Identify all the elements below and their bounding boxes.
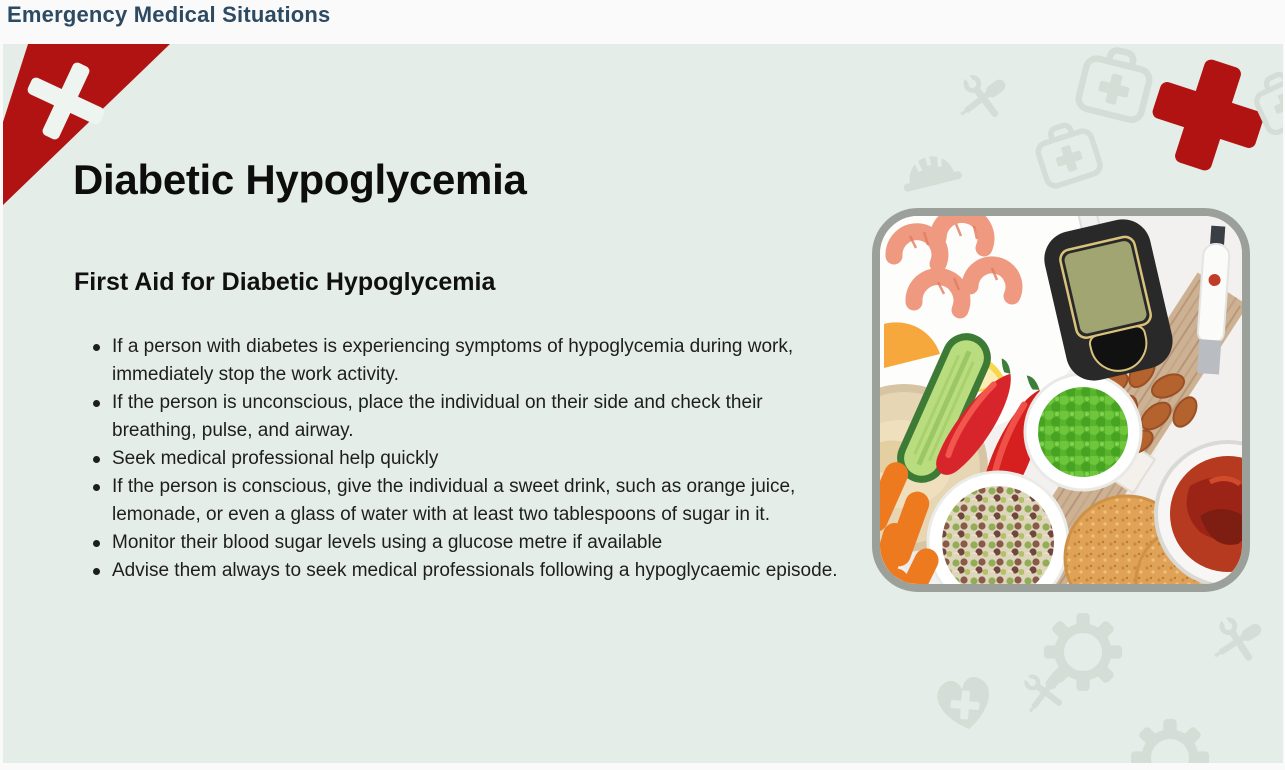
pencil-wrench-icon	[1015, 662, 1076, 723]
screwdriver-wrench-icon	[1202, 605, 1273, 676]
heart-cross-icon	[923, 663, 1006, 746]
food-photo-illustration	[880, 216, 1242, 584]
first-aid-list	[91, 333, 839, 585]
gear-icon	[1130, 718, 1210, 763]
screwdriver-wrench-icon	[949, 64, 1017, 132]
first-aid-bullet: Monitor their blood sugar levels using a glucose metre if available	[91, 529, 839, 557]
slide-subtitle: First Aid for Diabetic Hypoglycemia	[74, 268, 496, 296]
first-aid-bullet: If the person is unconscious, place the individual on their side and check their breathing, pulse, and airway.	[91, 389, 839, 445]
hard-hat-icon	[890, 130, 970, 210]
first-aid-bullet: If the person is conscious, give the individual a sweet drink, such as orange juice, lemonade, or even a glass of water with at least two tablespoons of sugar in it.	[91, 473, 839, 529]
first-aid-bullet: If a person with diabetes is experiencing symptoms of hypoglycemia during work, immediately stop the work activity.	[91, 333, 839, 389]
slide-diabetic-hypoglycemia	[3, 44, 1283, 763]
page-title: Emergency Medical Situations	[7, 2, 331, 27]
food-photo	[872, 208, 1250, 592]
page-header	[0, 0, 1285, 44]
slide-title: Diabetic Hypoglycemia	[73, 156, 527, 203]
first-aid-bullet: Seek medical professional help quickly	[91, 445, 839, 473]
peas-bowl	[1025, 374, 1141, 490]
first-aid-bullet: Advise them always to seek medical professionals following a hypoglycaemic episode.	[91, 557, 839, 585]
